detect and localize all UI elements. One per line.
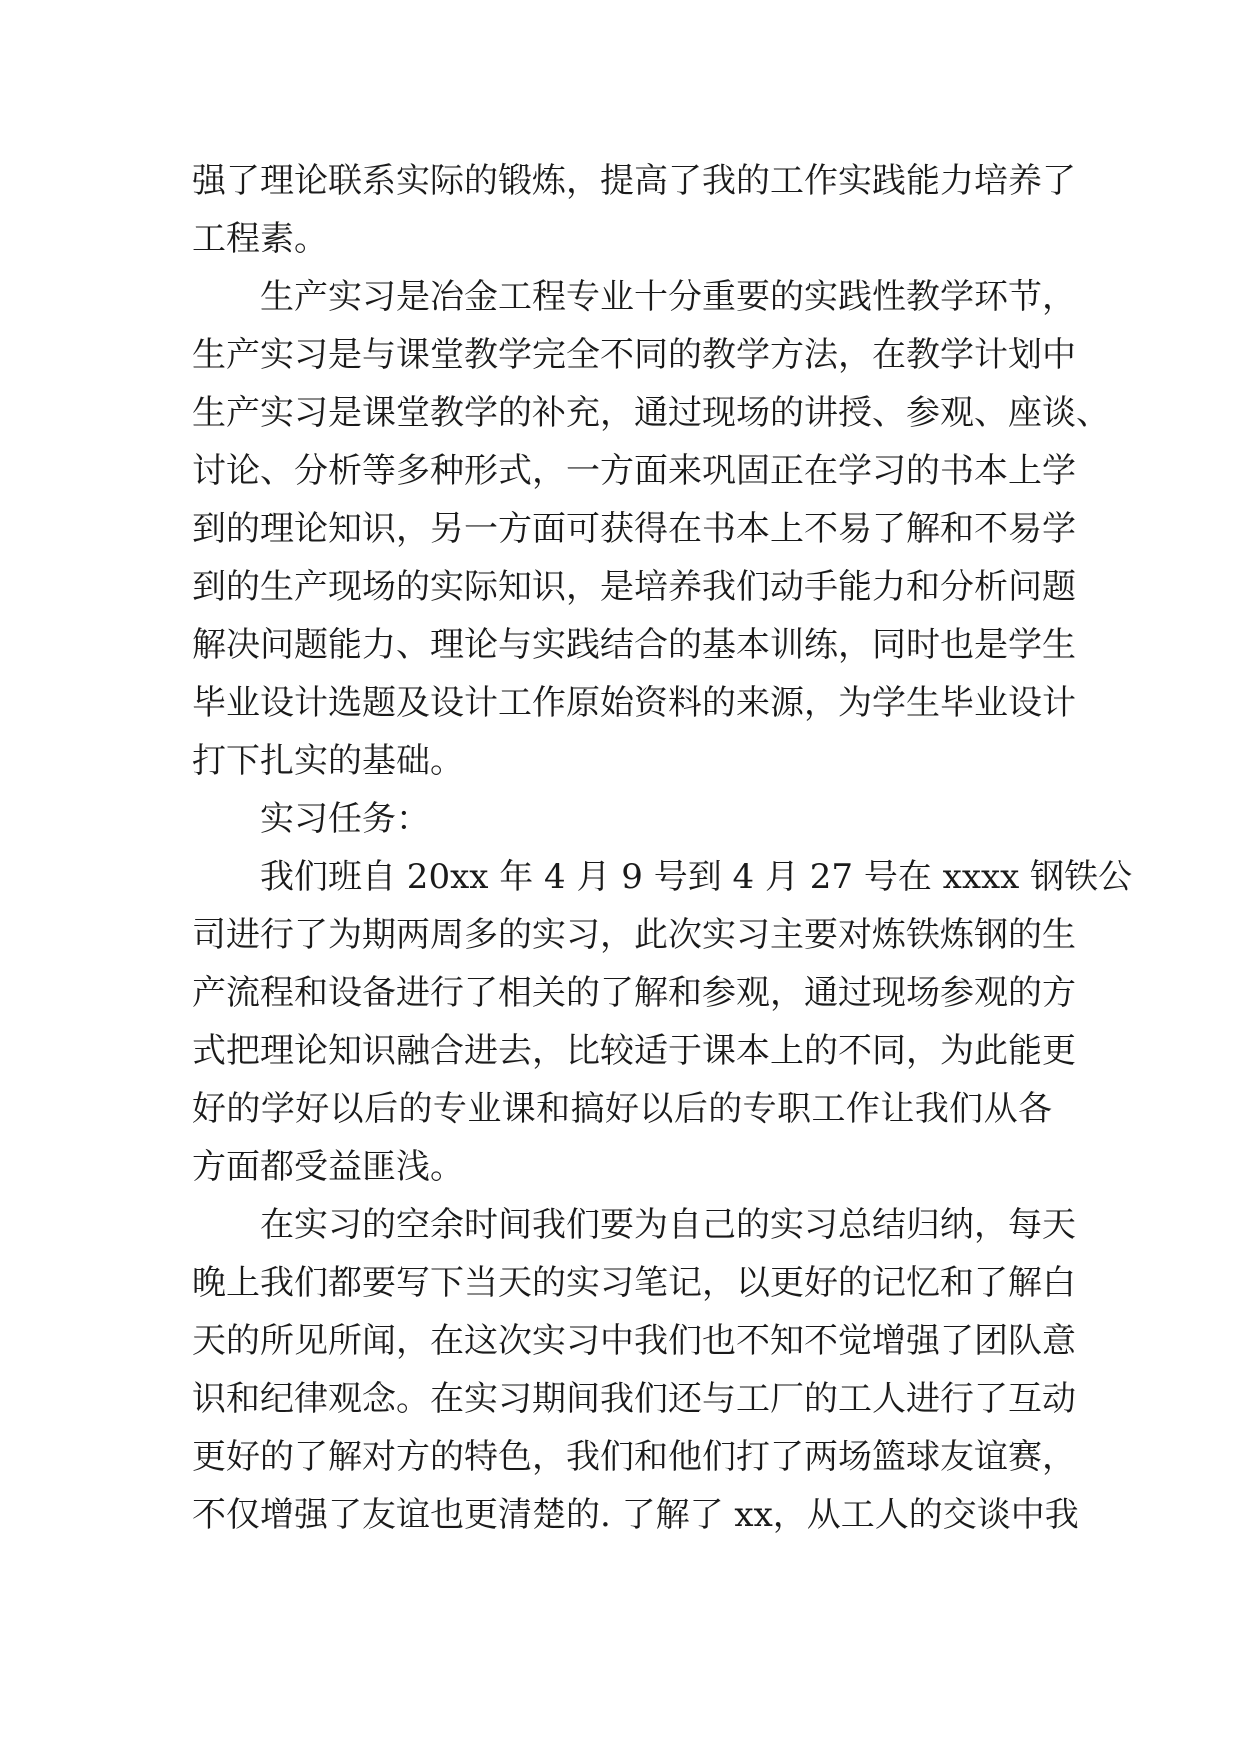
text-line: 实习任务：: [260, 799, 430, 839]
text-line: 司进行了为期两周多的实习，此次实习主要对炼铁炼钢的生: [192, 915, 1076, 955]
text-line: 打下扎实的基础。: [192, 741, 464, 781]
text-line: 讨论、分析等多种形式，一方面来巩固正在学习的书本上学: [192, 451, 1076, 491]
text-line: 到的理论知识，另一方面可获得在书本上不易了解和不易学: [192, 509, 1076, 549]
text-line: 到的生产现场的实际知识，是培养我们动手能力和分析问题: [192, 567, 1076, 607]
text-line: 方面都受益匪浅。: [192, 1147, 464, 1187]
text-line: 生产实习是冶金工程专业十分重要的实践性教学环节，: [260, 277, 1076, 317]
text-line: 毕业设计选题及设计工作原始资料的来源，为学生毕业设计: [192, 683, 1076, 723]
text-line: 在实习的空余时间我们要为自己的实习总结归纳，每天: [260, 1205, 1076, 1245]
text-line: 解决问题能力、理论与实践结合的基本训练，同时也是学生: [192, 625, 1076, 665]
text-line: 生产实习是与课堂教学完全不同的教学方法，在教学计划中: [192, 335, 1076, 375]
text-line: 生产实习是课堂教学的补充，通过现场的讲授、参观、座谈、: [192, 393, 1110, 433]
text-line: 产流程和设备进行了相关的了解和参观，通过现场参观的方: [192, 973, 1076, 1013]
text-line: 好的学好以后的专业课和搞好以后的专职工作让我们从各: [192, 1089, 1052, 1129]
text-line: 不仅增强了友谊也更清楚的. 了解了 xx，从工人的交谈中我: [192, 1495, 1079, 1535]
text-line: 识和纪律观念。在实习期间我们还与工厂的工人进行了互动: [192, 1379, 1076, 1419]
text-line: 晚上我们都要写下当天的实习笔记，以更好的记忆和了解白: [192, 1263, 1076, 1303]
text-line: 更好的了解对方的特色，我们和他们打了两场篮球友谊赛，: [192, 1437, 1076, 1477]
text-line: 式把理论知识融合进去，比较适于课本上的不同，为此能更: [192, 1031, 1076, 1071]
text-line: 强了理论联系实际的锻炼，提高了我的工作实践能力培养了: [192, 161, 1076, 201]
document-body: [192, 152, 1133, 1544]
text-line: 工程素。: [192, 219, 328, 259]
text-line: 天的所见所闻，在这次实习中我们也不知不觉增强了团队意: [192, 1321, 1076, 1361]
text-line: 我们班自 20xx 年 4 月 9 号到 4 月 27 号在 xxxx 钢铁公: [260, 857, 1133, 897]
